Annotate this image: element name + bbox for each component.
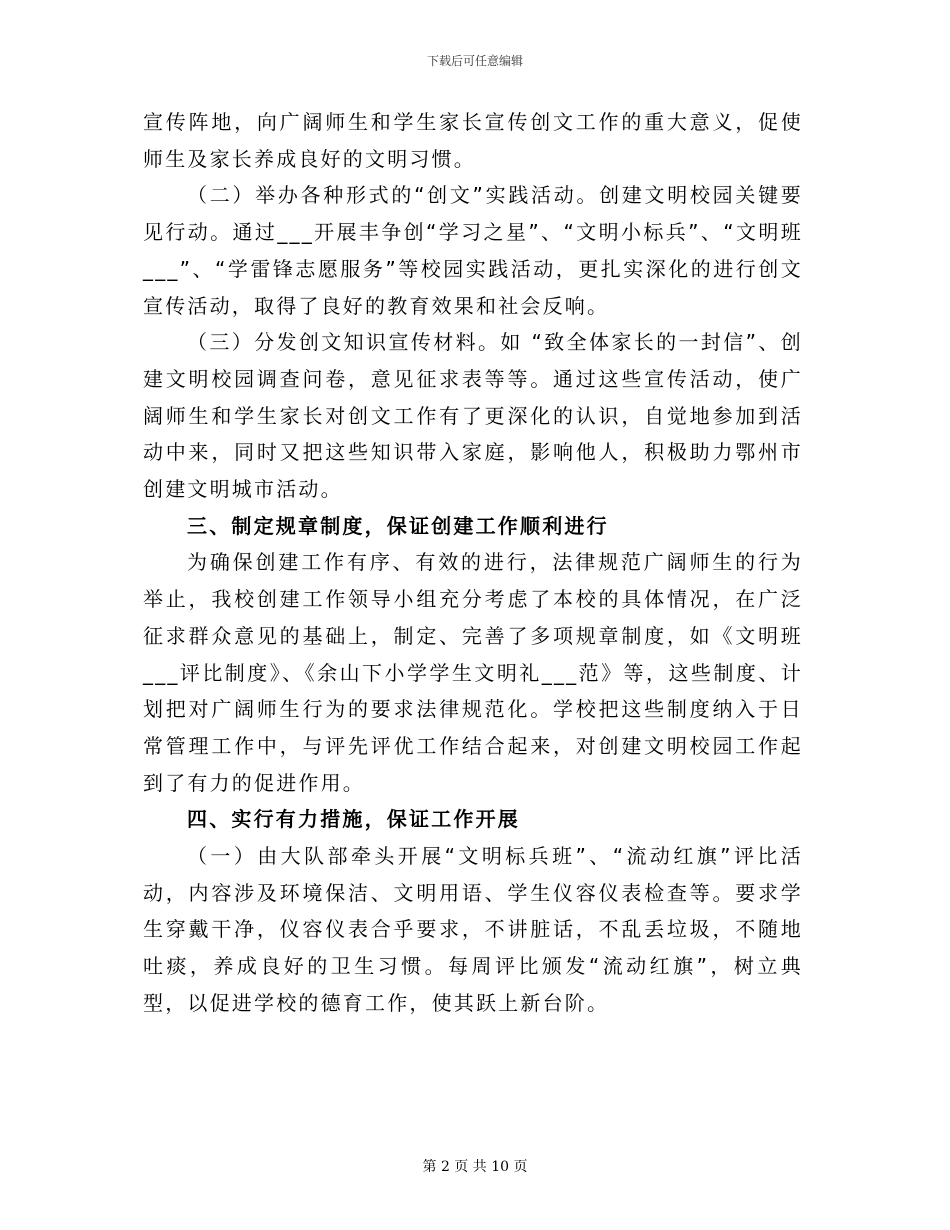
paragraph-materials: （三）分发创文知识宣传材料。如 “致全体家长的一封信”、创建文明校园调查问卷，意见征求表等等。通过这些宣传活动，使广阔师生和学生家长对创文工作有了更深化的认识，自觉地参加到活动中来，同时又把这些知识带入家庭，影响他人，积极助力鄂州市创建文明城市活动。 bbox=[143, 330, 803, 502]
paragraph-measures: （一）由大队部牵头开展“文明标兵班”、“流动红旗”评比活动，内容涉及环境保洁、文明用语、学生仪容仪表检查等。要求学生穿戴干净，仪容仪表合乎要求，不讲脏话，不乱丢垃圾，不随地吐痰，养成良好的卫生习惯。每周评比颁发“流动红旗”，树立典型，以促进学校的德育工作，使其跃上新台阶。 bbox=[143, 844, 803, 1015]
section-heading-rules: 三、制定规章制度，保证创建工作顺利进行 bbox=[187, 513, 609, 538]
document-body bbox=[143, 104, 803, 1022]
paragraph-practice-activities: （二）举办各种形式的“创文”实践活动。创建文明校园关键要见行动。通过___开展丰争创“学习之星”、“文明小标兵”、“文明班___”、“学雷锋志愿服务”等校园实践活动，更扎实深化的进行创文宣传活动，取得了良好的教育效果和社会反响。 bbox=[143, 183, 803, 318]
page-number-footer: 第 2 页 共 10 页 bbox=[422, 1159, 528, 1175]
section-heading-measures: 四、实行有力措施，保证工作开展 bbox=[187, 807, 520, 832]
page-header-note: 下载后可任意编辑 bbox=[426, 54, 523, 68]
paragraph-rules: 为确保创建工作有序、有效的进行，法律规范广阔师生的行为举止，我校创建工作领导小组充分考虑了本校的具体情况，在广泛征求群众意见的基础上，制定、完善了多项规章制度，如《文明班___评比制度》、《余山下小学学生文明礼___范》等，这些制度、计划把对广阔师生行为的要求法律规范化。学校把这些制度纳入于日常管理工作中，与评先评优工作结合起来，对创建文明校园工作起到了有力的促进作用。 bbox=[143, 550, 803, 795]
paragraph-continuation: 宣传阵地，向广阔师生和学生家长宣传创文工作的重大意义，促使师生及家长养成良好的文明习惯。 bbox=[143, 110, 803, 171]
